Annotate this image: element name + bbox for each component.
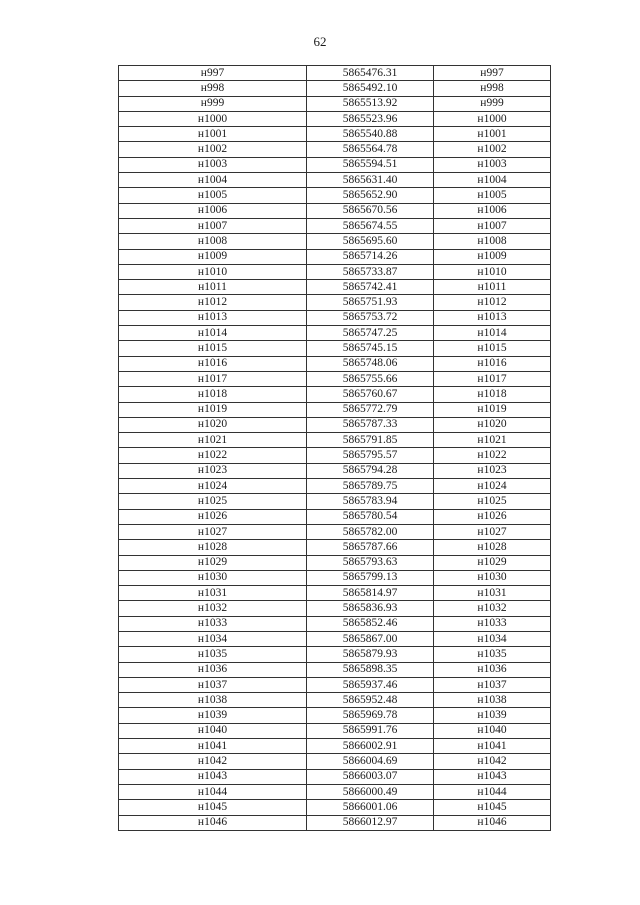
table-row bbox=[119, 218, 551, 233]
coordinate-cell: 5865564.78 bbox=[307, 142, 434, 157]
table-body bbox=[119, 66, 551, 831]
coordinate-cell: 5865791.85 bbox=[307, 433, 434, 448]
coordinate-cell: 5865674.55 bbox=[307, 218, 434, 233]
coordinate-cell: 5865753.72 bbox=[307, 310, 434, 325]
point-id-cell: н1009 bbox=[119, 249, 307, 264]
point-id-cell: н1043 bbox=[434, 769, 551, 784]
point-id-cell: н1030 bbox=[434, 570, 551, 585]
table-row bbox=[119, 249, 551, 264]
table-row bbox=[119, 509, 551, 524]
point-id-cell: н1018 bbox=[434, 387, 551, 402]
point-id-cell: н1006 bbox=[119, 203, 307, 218]
coordinate-cell: 5865794.28 bbox=[307, 463, 434, 478]
point-id-cell: н1021 bbox=[119, 433, 307, 448]
point-id-cell: н1028 bbox=[434, 540, 551, 555]
coordinate-cell: 5865969.78 bbox=[307, 708, 434, 723]
coordinate-cell: 5865836.93 bbox=[307, 601, 434, 616]
point-id-cell: н1041 bbox=[434, 739, 551, 754]
table-row bbox=[119, 631, 551, 646]
table-row bbox=[119, 142, 551, 157]
table-row bbox=[119, 326, 551, 341]
coordinate-cell: 5865748.06 bbox=[307, 356, 434, 371]
point-id-cell: н998 bbox=[434, 81, 551, 96]
table-row bbox=[119, 280, 551, 295]
table-row bbox=[119, 739, 551, 754]
point-id-cell: н1038 bbox=[434, 693, 551, 708]
point-id-cell: н1003 bbox=[119, 157, 307, 172]
coordinate-cell: 5865670.56 bbox=[307, 203, 434, 218]
table-row bbox=[119, 662, 551, 677]
table-row bbox=[119, 127, 551, 142]
table-row bbox=[119, 341, 551, 356]
point-id-cell: н997 bbox=[119, 66, 307, 81]
point-id-cell: н1044 bbox=[119, 784, 307, 799]
point-id-cell: н1042 bbox=[119, 754, 307, 769]
table-row bbox=[119, 157, 551, 172]
point-id-cell: н998 bbox=[119, 81, 307, 96]
coordinate-cell: 5866003.07 bbox=[307, 769, 434, 784]
point-id-cell: н1027 bbox=[119, 524, 307, 539]
point-id-cell: н1016 bbox=[119, 356, 307, 371]
table-row bbox=[119, 295, 551, 310]
coordinate-cell: 5865814.97 bbox=[307, 586, 434, 601]
table-row bbox=[119, 784, 551, 799]
coordinate-cell: 5866002.91 bbox=[307, 739, 434, 754]
point-id-cell: н1035 bbox=[434, 647, 551, 662]
point-id-cell: н1001 bbox=[119, 127, 307, 142]
coordinate-cell: 5865991.76 bbox=[307, 723, 434, 738]
coordinate-cell: 5865747.25 bbox=[307, 326, 434, 341]
coordinate-cell: 5866001.06 bbox=[307, 800, 434, 815]
coordinate-cell: 5865780.54 bbox=[307, 509, 434, 524]
point-id-cell: н1026 bbox=[434, 509, 551, 524]
coordinate-cell: 5865789.75 bbox=[307, 479, 434, 494]
point-id-cell: н1041 bbox=[119, 739, 307, 754]
table-row bbox=[119, 570, 551, 585]
coordinate-cell: 5865755.66 bbox=[307, 371, 434, 386]
table-row bbox=[119, 417, 551, 432]
table-row bbox=[119, 754, 551, 769]
point-id-cell: н1017 bbox=[434, 371, 551, 386]
table-row bbox=[119, 463, 551, 478]
point-id-cell: н1017 bbox=[119, 371, 307, 386]
point-id-cell: н1038 bbox=[119, 693, 307, 708]
coordinate-cell: 5865695.60 bbox=[307, 234, 434, 249]
table-row bbox=[119, 433, 551, 448]
point-id-cell: н1046 bbox=[434, 815, 551, 830]
coordinate-cell: 5865742.41 bbox=[307, 280, 434, 295]
point-id-cell: н1008 bbox=[434, 234, 551, 249]
point-id-cell: н1011 bbox=[434, 280, 551, 295]
point-id-cell: н1039 bbox=[119, 708, 307, 723]
point-id-cell: н1007 bbox=[119, 218, 307, 233]
point-id-cell: н1008 bbox=[119, 234, 307, 249]
point-id-cell: н1002 bbox=[119, 142, 307, 157]
coordinate-cell: 5865513.92 bbox=[307, 96, 434, 111]
point-id-cell: н1036 bbox=[119, 662, 307, 677]
point-id-cell: н1020 bbox=[119, 417, 307, 432]
point-id-cell: н1013 bbox=[434, 310, 551, 325]
table-row bbox=[119, 310, 551, 325]
coordinate-cell: 5865783.94 bbox=[307, 494, 434, 509]
coordinate-cell: 5865476.31 bbox=[307, 66, 434, 81]
coordinate-cell: 5865772.79 bbox=[307, 402, 434, 417]
coordinate-cell: 5865540.88 bbox=[307, 127, 434, 142]
point-id-cell: н1005 bbox=[434, 188, 551, 203]
point-id-cell: н1030 bbox=[119, 570, 307, 585]
coordinate-cell: 5866004.69 bbox=[307, 754, 434, 769]
point-id-cell: н1024 bbox=[119, 479, 307, 494]
coordinate-cell: 5866000.49 bbox=[307, 784, 434, 799]
point-id-cell: н1029 bbox=[434, 555, 551, 570]
point-id-cell: н1018 bbox=[119, 387, 307, 402]
table-row bbox=[119, 66, 551, 81]
point-id-cell: н1039 bbox=[434, 708, 551, 723]
coordinate-cell: 5865937.46 bbox=[307, 677, 434, 692]
table-row bbox=[119, 371, 551, 386]
point-id-cell: н1003 bbox=[434, 157, 551, 172]
coordinate-cell: 5865492.10 bbox=[307, 81, 434, 96]
table-row bbox=[119, 479, 551, 494]
coordinate-cell: 5865787.66 bbox=[307, 540, 434, 555]
point-id-cell: н1016 bbox=[434, 356, 551, 371]
point-id-cell: н1001 bbox=[434, 127, 551, 142]
coordinate-cell: 5865782.00 bbox=[307, 524, 434, 539]
coordinate-cell: 5866012.97 bbox=[307, 815, 434, 830]
point-id-cell: н1004 bbox=[434, 173, 551, 188]
table-row bbox=[119, 173, 551, 188]
point-id-cell: н1014 bbox=[119, 326, 307, 341]
point-id-cell: н1013 bbox=[119, 310, 307, 325]
coordinates-table bbox=[118, 65, 551, 831]
table-row bbox=[119, 402, 551, 417]
point-id-cell: н1007 bbox=[434, 218, 551, 233]
table-row bbox=[119, 234, 551, 249]
coordinate-cell: 5865867.00 bbox=[307, 631, 434, 646]
point-id-cell: н1011 bbox=[119, 280, 307, 295]
table-row bbox=[119, 524, 551, 539]
point-id-cell: н1032 bbox=[119, 601, 307, 616]
point-id-cell: н1022 bbox=[119, 448, 307, 463]
coordinate-cell: 5865714.26 bbox=[307, 249, 434, 264]
table-row bbox=[119, 555, 551, 570]
coordinate-cell: 5865879.93 bbox=[307, 647, 434, 662]
point-id-cell: н1012 bbox=[119, 295, 307, 310]
table-row bbox=[119, 800, 551, 815]
point-id-cell: н1040 bbox=[434, 723, 551, 738]
coordinate-cell: 5865523.96 bbox=[307, 111, 434, 126]
point-id-cell: н999 bbox=[119, 96, 307, 111]
point-id-cell: н1037 bbox=[434, 677, 551, 692]
coordinate-cell: 5865795.57 bbox=[307, 448, 434, 463]
table-row bbox=[119, 81, 551, 96]
point-id-cell: н1033 bbox=[119, 616, 307, 631]
point-id-cell: н1034 bbox=[434, 631, 551, 646]
table-row bbox=[119, 188, 551, 203]
point-id-cell: н1031 bbox=[119, 586, 307, 601]
point-id-cell: н1044 bbox=[434, 784, 551, 799]
coordinate-cell: 5865751.93 bbox=[307, 295, 434, 310]
point-id-cell: н1024 bbox=[434, 479, 551, 494]
point-id-cell: н1026 bbox=[119, 509, 307, 524]
point-id-cell: н1029 bbox=[119, 555, 307, 570]
table-row bbox=[119, 448, 551, 463]
coordinate-cell: 5865898.35 bbox=[307, 662, 434, 677]
table-row bbox=[119, 616, 551, 631]
coordinate-cell: 5865652.90 bbox=[307, 188, 434, 203]
point-id-cell: н1015 bbox=[119, 341, 307, 356]
point-id-cell: н1000 bbox=[434, 111, 551, 126]
table-row bbox=[119, 708, 551, 723]
point-id-cell: н1033 bbox=[434, 616, 551, 631]
point-id-cell: н1010 bbox=[119, 264, 307, 279]
point-id-cell: н1019 bbox=[434, 402, 551, 417]
point-id-cell: н999 bbox=[434, 96, 551, 111]
point-id-cell: н997 bbox=[434, 66, 551, 81]
point-id-cell: н1023 bbox=[119, 463, 307, 478]
point-id-cell: н1028 bbox=[119, 540, 307, 555]
point-id-cell: н1023 bbox=[434, 463, 551, 478]
coordinate-cell: 5865594.51 bbox=[307, 157, 434, 172]
point-id-cell: н1036 bbox=[434, 662, 551, 677]
point-id-cell: н1021 bbox=[434, 433, 551, 448]
table-row bbox=[119, 693, 551, 708]
point-id-cell: н1035 bbox=[119, 647, 307, 662]
table-row bbox=[119, 387, 551, 402]
point-id-cell: н1046 bbox=[119, 815, 307, 830]
table-row bbox=[119, 723, 551, 738]
point-id-cell: н1037 bbox=[119, 677, 307, 692]
point-id-cell: н1022 bbox=[434, 448, 551, 463]
coordinate-cell: 5865760.67 bbox=[307, 387, 434, 402]
point-id-cell: н1025 bbox=[119, 494, 307, 509]
coordinate-cell: 5865733.87 bbox=[307, 264, 434, 279]
table-row bbox=[119, 647, 551, 662]
coordinate-cell: 5865793.63 bbox=[307, 555, 434, 570]
point-id-cell: н1040 bbox=[119, 723, 307, 738]
table-row bbox=[119, 815, 551, 830]
table-row bbox=[119, 356, 551, 371]
point-id-cell: н1009 bbox=[434, 249, 551, 264]
table-row bbox=[119, 203, 551, 218]
page-number: 62 bbox=[313, 34, 327, 49]
point-id-cell: н1045 bbox=[434, 800, 551, 815]
point-id-cell: н1006 bbox=[434, 203, 551, 218]
point-id-cell: н1010 bbox=[434, 264, 551, 279]
point-id-cell: н1042 bbox=[434, 754, 551, 769]
table-row bbox=[119, 540, 551, 555]
point-id-cell: н1032 bbox=[434, 601, 551, 616]
coordinate-cell: 5865952.48 bbox=[307, 693, 434, 708]
point-id-cell: н1020 bbox=[434, 417, 551, 432]
point-id-cell: н1014 bbox=[434, 326, 551, 341]
point-id-cell: н1000 bbox=[119, 111, 307, 126]
table-row bbox=[119, 601, 551, 616]
table-row bbox=[119, 111, 551, 126]
coordinate-cell: 5865799.13 bbox=[307, 570, 434, 585]
table-row bbox=[119, 769, 551, 784]
point-id-cell: н1019 bbox=[119, 402, 307, 417]
point-id-cell: н1043 bbox=[119, 769, 307, 784]
point-id-cell: н1027 bbox=[434, 524, 551, 539]
point-id-cell: н1002 bbox=[434, 142, 551, 157]
table-row bbox=[119, 96, 551, 111]
point-id-cell: н1015 bbox=[434, 341, 551, 356]
table-row bbox=[119, 494, 551, 509]
coordinate-cell: 5865745.15 bbox=[307, 341, 434, 356]
point-id-cell: н1045 bbox=[119, 800, 307, 815]
coordinate-cell: 5865631.40 bbox=[307, 173, 434, 188]
point-id-cell: н1031 bbox=[434, 586, 551, 601]
table-row bbox=[119, 586, 551, 601]
coordinate-cell: 5865787.33 bbox=[307, 417, 434, 432]
table-row bbox=[119, 264, 551, 279]
point-id-cell: н1025 bbox=[434, 494, 551, 509]
point-id-cell: н1005 bbox=[119, 188, 307, 203]
coordinate-cell: 5865852.46 bbox=[307, 616, 434, 631]
point-id-cell: н1012 bbox=[434, 295, 551, 310]
point-id-cell: н1004 bbox=[119, 173, 307, 188]
point-id-cell: н1034 bbox=[119, 631, 307, 646]
table-row bbox=[119, 677, 551, 692]
